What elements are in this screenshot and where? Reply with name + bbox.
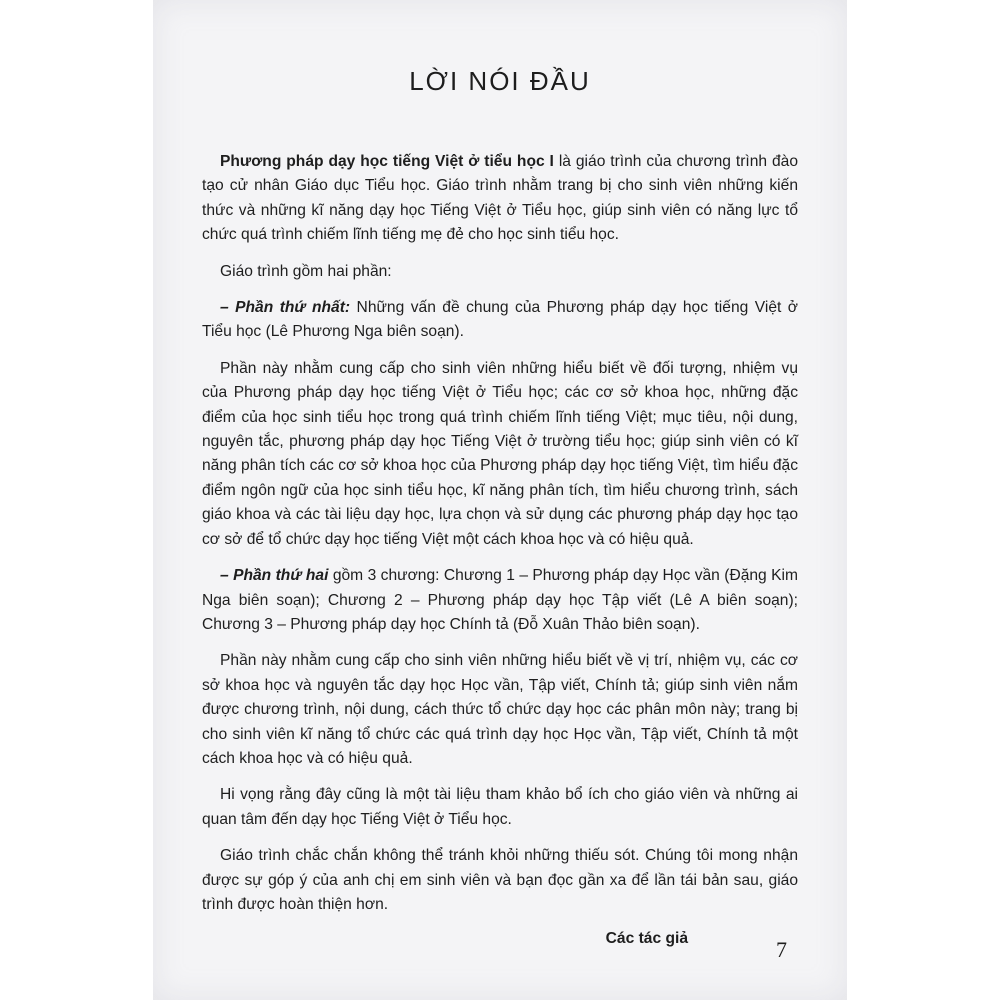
part-one-text: Những vấn đề chung của Phương pháp dạy học tiếng Việt ở Tiểu học (Lê Phương Nga biên soạn). (202, 299, 798, 341)
page-title: LỜI NÓI ĐẦU (409, 66, 591, 96)
paragraph-part-one (202, 296, 798, 345)
paragraph-hope: Hi vọng rằng đây cũng là một tài liệu tham khảo bổ ích cho giáo viên và những ai quan tâm đến dạy học Tiếng Việt ở Tiểu học. (202, 786, 798, 828)
paragraph-part-two-description: Phần này nhằm cung cấp cho sinh viên những hiểu biết về vị trí, nhiệm vụ, các cơ sở khoa học và nguyên tắc dạy học Học vần, Tập viết, Chính tả; giúp sinh viên nắm được chương trình, nội dung, cách thức tổ chức dạy học các phân môn này; trang bị cho sinh viên kĩ năng tổ chức các quá trình dạy học Học vần, Tập viết, Chính tả một cách khoa học và có hiệu quả. (202, 652, 798, 767)
paragraph-part-one-description: Phần này nhằm cung cấp cho sinh viên những hiểu biết về đối tượng, nhiệm vụ của Phương pháp dạy học tiếng Việt ở Tiểu học; các cơ sở khoa học, những đặc điểm của học sinh tiểu học trong quá trình chiếm lĩnh tiếng Việt; mục tiêu, nội dung, nguyên tắc, phương pháp dạy học Tiếng Việt ở trường tiểu học; giúp sinh viên có kĩ năng phân tích các cơ sở khoa học của Phương pháp dạy học tiếng Việt, tìm hiểu đặc điểm ngôn ngữ của học sinh tiểu học, kĩ năng phân tích, tìm hiểu chương trình, sách giáo khoa và các tài liệu dạy học, lựa chọn và sử dụng các phương pháp dạy học tạo cơ sở để tổ chức dạy học tiếng Việt một cách khoa học và có hiệu quả. (202, 359, 798, 548)
paragraph-intro-text: là giáo trình của chương trình đào tạo cử nhân Giáo dục Tiểu học. Giáo trình nhằm trang bị cho sinh viên những kiến thức và những kĩ năng dạy học Tiếng Việt ở Tiểu học, giúp sinh viên có năng lực tổ chức quá trình chiếm lĩnh tiếng mẹ đẻ cho học sinh tiểu học. (202, 153, 798, 244)
authors-signature: Các tác giả (605, 930, 688, 948)
part-two-text: gồm 3 chương: Chương 1 – Phương pháp dạy Học vần (Đặng Kim Nga biên soạn); Chương 2 – Phương pháp dạy học Tập viết (Lê A biên soạn); Chương 3 – Phương pháp dạy học Chính tả (Đỗ Xuân Thảo biên soạn). (202, 567, 798, 633)
paragraph-part-two (202, 564, 798, 637)
paragraph-feedback: Giáo trình chắc chắn không thể tránh khỏi những thiếu sót. Chúng tôi mong nhận được sự góp ý của anh chị em sinh viên và bạn đọc gần xa để lần tái bản sau, giáo trình được hoàn thiện hơn. (202, 847, 798, 913)
page-number: 7 (776, 937, 787, 962)
paragraph-structure: Giáo trình gồm hai phần: (220, 262, 392, 280)
book-title-bold: Phương pháp dạy học tiếng Việt ở tiểu học I (220, 153, 554, 170)
part-two-label: – Phần thứ hai (220, 567, 329, 585)
part-one-label: – Phần thứ nhất: (220, 299, 351, 317)
preface-body (202, 150, 798, 952)
paragraph-intro (202, 150, 798, 248)
